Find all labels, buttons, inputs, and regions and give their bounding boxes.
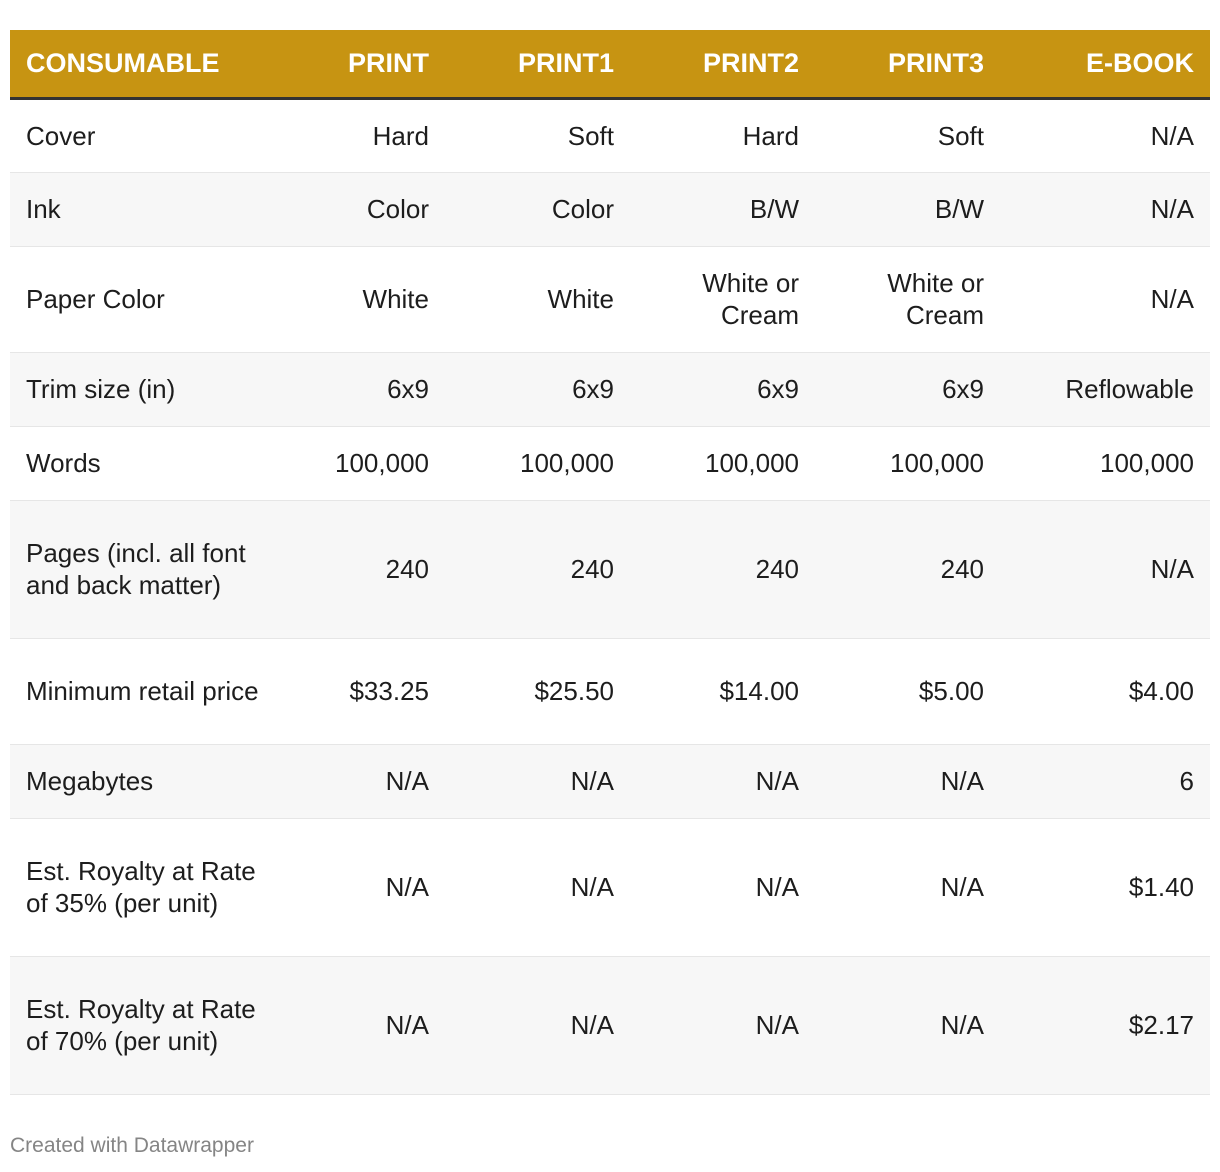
row-label-cell: Trim size (in)	[10, 352, 290, 426]
table-cell: B/W	[815, 172, 1000, 246]
table-cell: Soft	[445, 98, 630, 172]
row-label-cell: Minimum retail price	[10, 638, 290, 744]
table-cell: B/W	[630, 172, 815, 246]
table-cell: 240	[630, 500, 815, 638]
table-cell: $14.00	[630, 638, 815, 744]
data-table	[10, 30, 1210, 1095]
table-cell: Color	[290, 172, 445, 246]
table-cell: $5.00	[815, 638, 1000, 744]
table-cell: $33.25	[290, 638, 445, 744]
row-label-cell: Est. Royalty at Rate of 35% (per unit)	[10, 818, 290, 956]
table-cell: N/A	[445, 956, 630, 1094]
row-label-cell: Ink	[10, 172, 290, 246]
table-row	[10, 98, 1210, 172]
table-cell: Hard	[630, 98, 815, 172]
table-cell: White	[445, 246, 630, 352]
table-cell: White	[290, 246, 445, 352]
table-cell: 100,000	[630, 426, 815, 500]
table-row	[10, 818, 1210, 956]
table-cell: N/A	[1000, 98, 1210, 172]
table-cell: N/A	[815, 956, 1000, 1094]
table-cell: 240	[445, 500, 630, 638]
table-cell: 100,000	[815, 426, 1000, 500]
table-cell: N/A	[1000, 500, 1210, 638]
table-cell: 240	[815, 500, 1000, 638]
table-cell: N/A	[1000, 246, 1210, 352]
column-header-print[interactable]: PRINT	[290, 30, 445, 98]
credit-footer: Created with Datawrapper	[10, 1134, 254, 1157]
row-label-cell: Cover	[10, 98, 290, 172]
table-cell: N/A	[815, 818, 1000, 956]
row-label-cell: Paper Color	[10, 246, 290, 352]
row-label-cell: Megabytes	[10, 744, 290, 818]
table-cell: 100,000	[1000, 426, 1210, 500]
table-cell: N/A	[290, 744, 445, 818]
table-row	[10, 638, 1210, 744]
table-cell: N/A	[445, 818, 630, 956]
table-cell: White or Cream	[815, 246, 1000, 352]
column-header-print3[interactable]: PRINT3	[815, 30, 1000, 98]
table-cell: N/A	[445, 744, 630, 818]
table-row	[10, 352, 1210, 426]
table-cell: N/A	[630, 956, 815, 1094]
table-row	[10, 172, 1210, 246]
column-header-consumable[interactable]: CONSUMABLE	[10, 30, 290, 98]
table-row	[10, 956, 1210, 1094]
table-cell: Soft	[815, 98, 1000, 172]
row-label-cell: Pages (incl. all font and back matter)	[10, 500, 290, 638]
table-cell: 240	[290, 500, 445, 638]
column-header-print2[interactable]: PRINT2	[630, 30, 815, 98]
row-label-cell: Est. Royalty at Rate of 70% (per unit)	[10, 956, 290, 1094]
table-cell: Hard	[290, 98, 445, 172]
table-cell: 6x9	[290, 352, 445, 426]
column-header-print1[interactable]: PRINT1	[445, 30, 630, 98]
table-row	[10, 744, 1210, 818]
table-cell: N/A	[815, 744, 1000, 818]
table-cell: 6	[1000, 744, 1210, 818]
table-cell: 6x9	[815, 352, 1000, 426]
table-cell: 6x9	[445, 352, 630, 426]
table-cell: $25.50	[445, 638, 630, 744]
row-label-cell: Words	[10, 426, 290, 500]
table-cell: N/A	[290, 956, 445, 1094]
table-row	[10, 426, 1210, 500]
table-container	[10, 30, 1210, 1095]
table-cell: N/A	[630, 744, 815, 818]
column-header-ebook[interactable]: E-BOOK	[1000, 30, 1210, 98]
table-cell: $1.40	[1000, 818, 1210, 956]
table-cell: White or Cream	[630, 246, 815, 352]
table-cell: $2.17	[1000, 956, 1210, 1094]
table-row	[10, 500, 1210, 638]
table-cell: 100,000	[445, 426, 630, 500]
table-cell: N/A	[290, 818, 445, 956]
table-cell: Reflowable	[1000, 352, 1210, 426]
table-cell: Color	[445, 172, 630, 246]
table-cell: $4.00	[1000, 638, 1210, 744]
header-row	[10, 30, 1210, 98]
table-row	[10, 246, 1210, 352]
table-cell: N/A	[1000, 172, 1210, 246]
table-cell: N/A	[630, 818, 815, 956]
table-cell: 100,000	[290, 426, 445, 500]
table-cell: 6x9	[630, 352, 815, 426]
